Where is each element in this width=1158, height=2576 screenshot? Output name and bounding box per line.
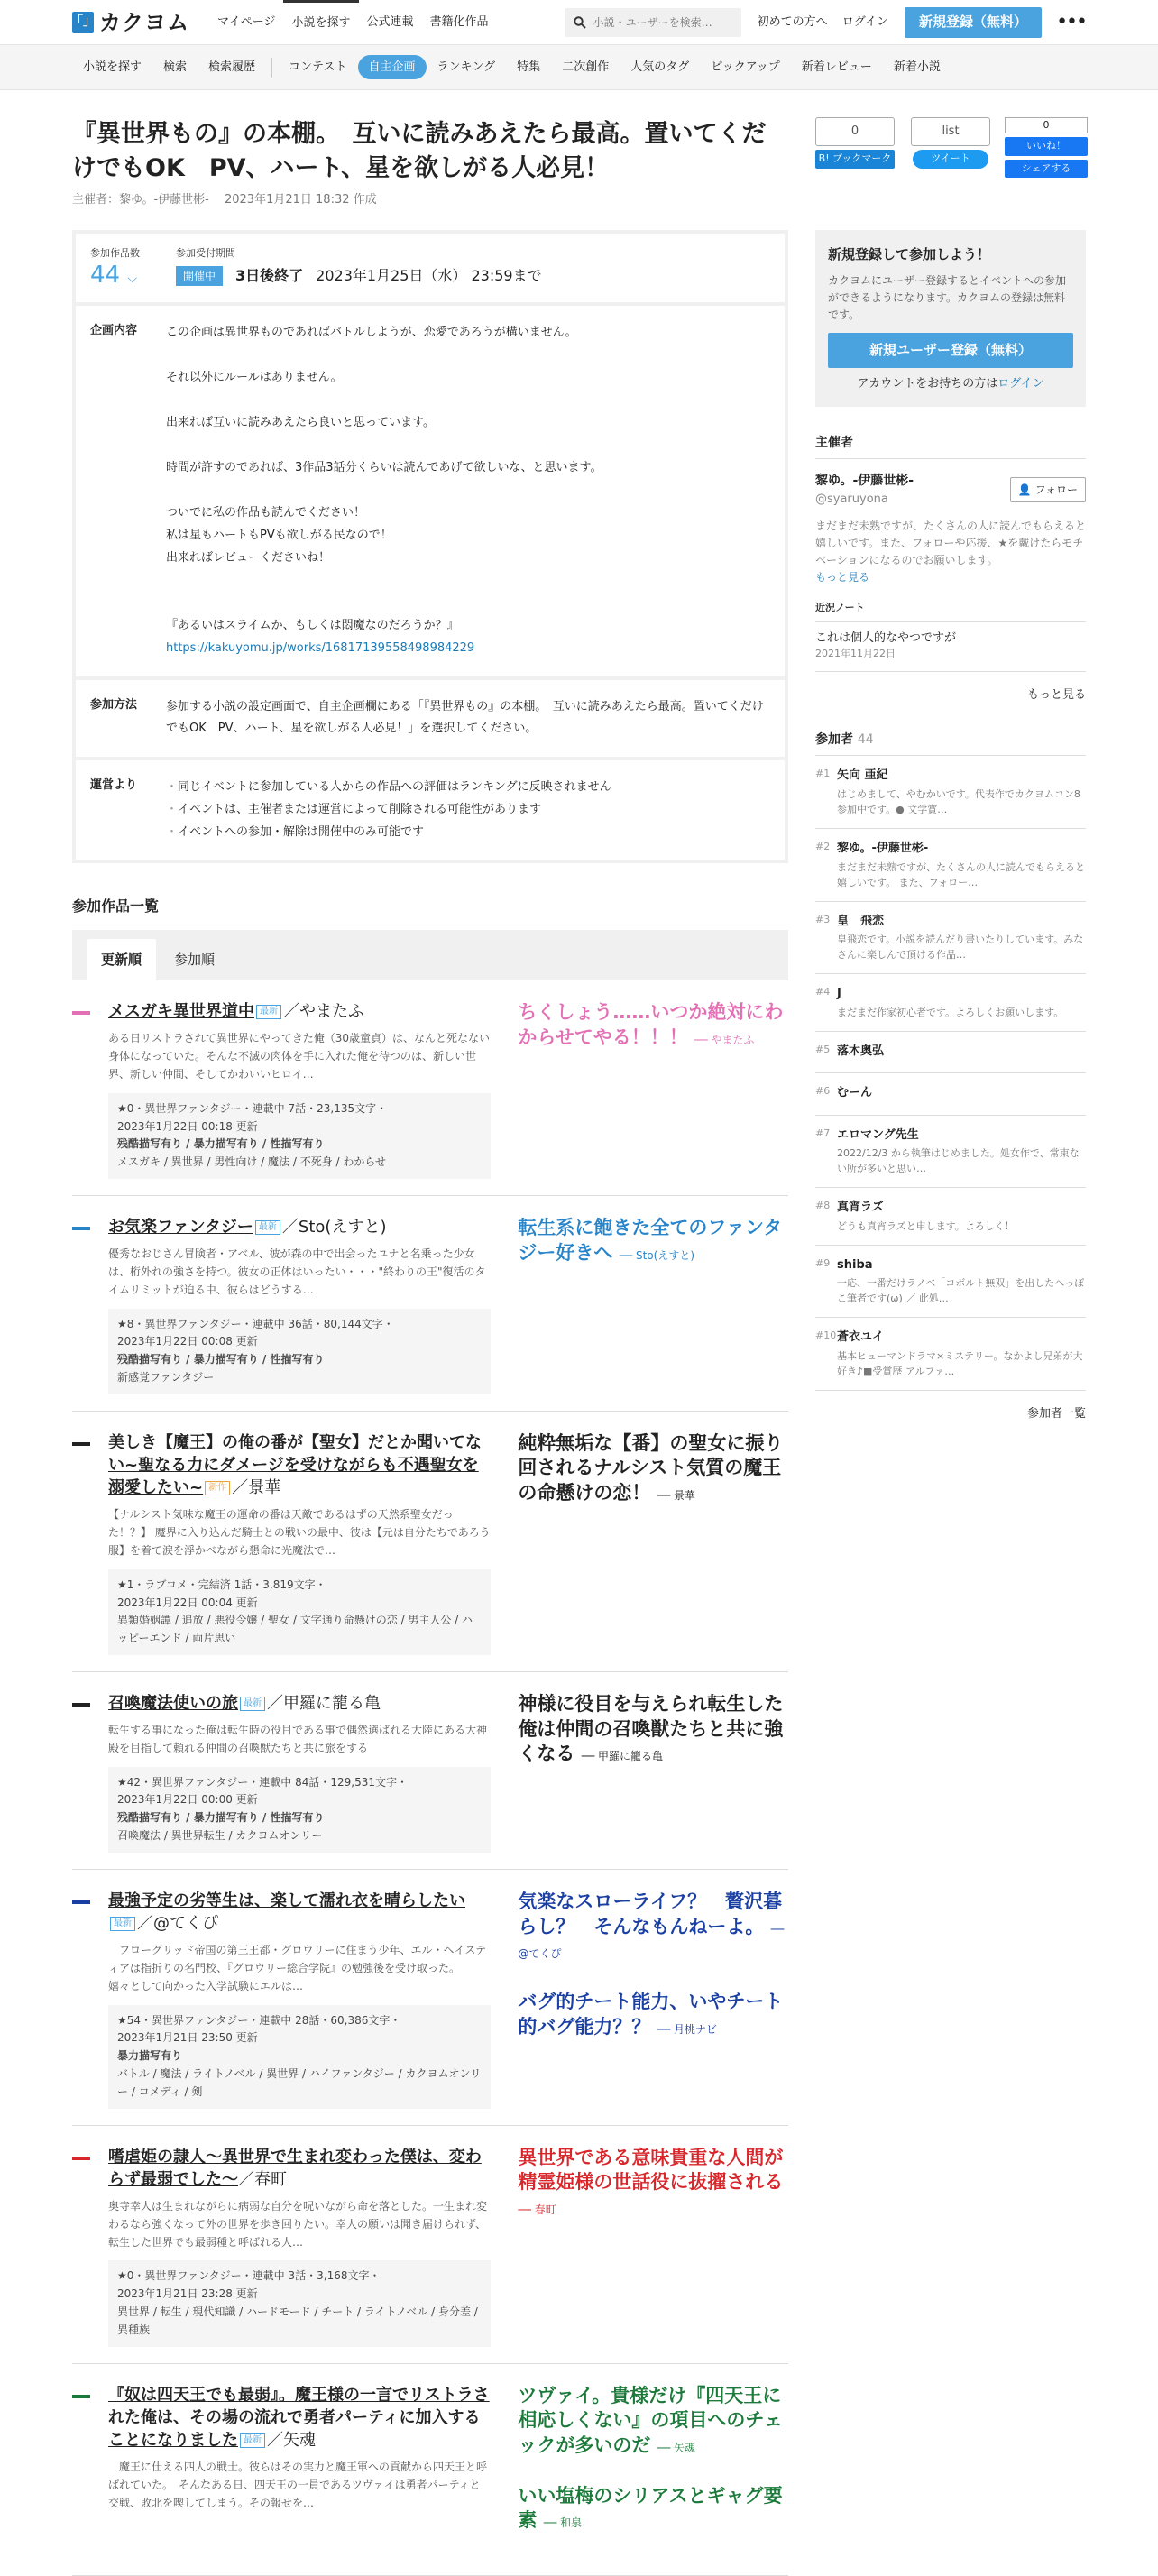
update-badge: 最新 <box>255 1220 280 1235</box>
participant-rank: #8 <box>815 1200 831 1212</box>
content-line <box>166 570 602 593</box>
status-badge: 開催中 <box>176 266 223 286</box>
participant-rank: #6 <box>815 1085 831 1098</box>
participant-item[interactable] <box>815 974 1086 1032</box>
subnav-item[interactable]: 二次創作 <box>562 60 610 74</box>
catch-by: ── 和泉 <box>543 2516 582 2530</box>
content-line <box>166 345 602 367</box>
subnav-item-active[interactable]: 自主企画 <box>358 55 427 80</box>
catch-text: バグ的チート能力、いやチート的バグ能力？？ <box>518 1991 784 2038</box>
participant-rank: #3 <box>815 913 831 925</box>
work-color-bar <box>72 2157 90 2160</box>
participant-item[interactable] <box>815 1116 1086 1189</box>
work-color-bar <box>72 1011 90 1015</box>
login-prefix: アカウントをお持ちの方は <box>857 376 998 391</box>
event-info-box <box>72 230 788 863</box>
work-tags[interactable]: 新感覚ファンタジー <box>117 1370 215 1384</box>
catch-text: 純粋無垢な【番】の聖女に振り回されるナルシスト気質の魔王の命懸けの恋！ <box>518 1431 784 1504</box>
note-date: 2021年11月22日 <box>815 647 1086 672</box>
logo-text: カクヨム <box>99 9 189 35</box>
catchphrase <box>518 1000 788 1050</box>
work-stats: ★54・異世界ファンタジー・連載中 28話・60,386文字・ <box>117 2013 401 2027</box>
nav-mypage[interactable]: マイページ <box>217 14 276 29</box>
work-desc: フローグリッド帝国の第三王都・グロウリーに住まう少年、エル・ヘイスティアは指折りの名門校、『グロウリー総合学院』の勉強後を受け取った。 嬉々として向かった入学試験にエルは… <box>108 1944 487 1992</box>
update-badge: 最新 <box>240 2433 265 2448</box>
catch-text: ちくしょう……いつか絶対にわからせてやる！！！ <box>518 1001 784 1048</box>
work-title[interactable]: 『奴は四天王でも最弱』。魔王様の一言でリストラされた俺は、その場の流れで勇者パーティに加入することになりました <box>108 2385 490 2450</box>
catch-by: ── やまたふ <box>694 1033 755 1046</box>
host-desc: まだまだ未熟ですが、たくさんの人に読んでもらえると嬉しいです。また、フォローや応援、★を戴けたらモチベーションになるのでお願いします。 <box>815 519 1087 567</box>
work-author[interactable]: ／矢魂 <box>267 2430 316 2450</box>
work-author[interactable]: ／@てくぴ <box>137 1914 218 1934</box>
catch-by: ── 甲羅に籠る亀 <box>581 1750 663 1763</box>
update-badge: 最新 <box>256 1005 281 1019</box>
catch-column <box>518 1000 788 1179</box>
work-item <box>72 1672 788 1870</box>
tab-joined[interactable]: 参加順 <box>174 952 216 969</box>
subnav-item[interactable]: ピックアップ <box>711 60 780 74</box>
top-links <box>758 14 888 32</box>
work-tags[interactable]: メスガキ / 異世界 / 男性向け / 魔法 / 不死身 / わからせ <box>117 1155 387 1169</box>
work-color-bar <box>72 1442 90 1446</box>
catchphrase <box>518 2146 788 2221</box>
update-badge: 新作 <box>205 1481 230 1495</box>
search-icon <box>574 16 586 29</box>
catch-text: 異世界である意味貴重な人間が精霊姫様の世話役に抜擢される <box>518 2146 784 2194</box>
work-warnings: 残酷描写有り / 暴力描写有り / 性描写有り <box>117 1137 325 1151</box>
work-item <box>72 1196 788 1412</box>
work-color-bar <box>72 1703 90 1707</box>
participants-count: 44 <box>857 732 874 748</box>
work-stats: ★8・異世界ファンタジー・連載中 36話・80,144文字・ <box>117 1317 394 1330</box>
participant-name[interactable]: 皇 飛恋 <box>837 914 885 928</box>
period-label: 参加受付期間 <box>176 247 235 260</box>
work-title[interactable]: 召喚魔法使いの旅 <box>108 1693 238 1713</box>
participant-name[interactable]: 落木奥弘 <box>837 1044 885 1058</box>
work-updated: 2023年1月22日 00:04 更新 <box>117 1596 258 1609</box>
work-desc: 【ナルシスト気味な魔王の運命の番は天敵であるはずの天然系聖女だった！？】 魔界に入り込んだ騎士との戦いの最中、彼は【元は自分たちであろう服】を着て涙を浮かべながら懇命に光魔法で… <box>108 1508 491 1557</box>
period-date: 2023年1月25日（水） 23:59まで <box>316 266 542 284</box>
rule-item: ・ イベントは、主催者または運営によって削除される可能性があります <box>166 799 611 822</box>
work-author[interactable]: ／景華 <box>232 1478 281 1498</box>
work-title[interactable]: 最強予定の劣等生は、楽して濡れ衣を晴らしたい <box>108 1891 465 1910</box>
work-info <box>108 1309 491 1394</box>
work-item <box>72 1412 788 1672</box>
work-author[interactable]: ／やまたふ <box>283 1002 364 1022</box>
content-line: 私は星もハートもPVも欲しがる民なので！ <box>166 528 392 542</box>
work-tags[interactable]: 異類婚姻譚 / 追放 / 悪役令嬢 / 聖女 / 文字通り命懸けの恋 / 男主人公 / ハッピーエンド / 両片思い <box>117 1614 473 1645</box>
work-title[interactable]: 美しき【魔王】の俺の番が【聖女】だとか聞いてない~聖なる力にダメージを受けながらも不遇聖女を溺愛したい~ <box>108 1432 482 1498</box>
host-id: @syaruyona <box>815 492 888 507</box>
rule-item: ・ イベントへの参加・解除は開催中のみ可能です <box>166 822 611 844</box>
content-line: この企画は異世界ものであればバトルしようが、恋愛であろうが構いません。 <box>166 325 577 339</box>
participant-desc: 基本ヒューマンドラマ×ミステリー。なかよし兄弟が大好き♪■受賞歴 アルファ… <box>837 1349 1083 1378</box>
method-text: 参加する小説の設定画面で、自主企画欄にある「『異世界もの』の本棚。 互いに読みあえたら最高。置いてくだけでもOK PV、ハート、星を欲しがる人必見！」を選択してください。 <box>166 699 764 736</box>
participant-name[interactable]: 黎ゆ。-伊藤世彬- <box>837 842 929 855</box>
participant-item[interactable] <box>815 1032 1086 1074</box>
content-label: 企画内容 <box>90 323 138 337</box>
list-button[interactable]: list <box>911 117 990 146</box>
work-warnings: 暴力描写有り <box>117 2049 183 2063</box>
catchphrase <box>518 2484 788 2534</box>
tab-updated[interactable]: 更新順 <box>87 939 156 980</box>
participant-desc: 皇飛恋です。小説を読んだり書いたりしています。みなさんに楽しんで頂ける作品… <box>837 934 1084 961</box>
notes-heading: 近況ノート <box>815 601 1086 622</box>
top-bar <box>0 0 1158 45</box>
hatena-count: 0 <box>815 117 895 146</box>
fb-count: 0 <box>1005 117 1088 133</box>
participant-name[interactable]: むーん <box>837 1086 873 1100</box>
work-item <box>72 1870 788 2126</box>
participant-item[interactable] <box>815 1073 1086 1116</box>
follow-button[interactable] <box>1010 477 1086 502</box>
catch-column <box>518 1692 788 1853</box>
work-stats: ★1・ラブコメ・完結済 1話・3,819文字・ <box>117 1578 326 1591</box>
participants-heading: 参加者 <box>815 732 853 748</box>
nav-books[interactable]: 書籍化作品 <box>429 14 489 29</box>
participant-name[interactable]: 蒼衣ユイ <box>837 1330 885 1345</box>
work-author[interactable]: ／甲羅に籠る亀 <box>267 1693 381 1713</box>
participant-name[interactable]: shiba <box>837 1257 873 1272</box>
participant-rank: #2 <box>815 841 831 852</box>
chevron-down-icon: ⌵ <box>127 271 137 286</box>
nav-official[interactable]: 公式連載 <box>366 14 414 29</box>
beginner-link[interactable]: 初めての方へ <box>757 14 828 29</box>
work-title[interactable]: お気楽ファンタジー <box>108 1217 253 1237</box>
event-meta: 主催者：黎ゆ。-伊藤世彬- 2023年1月21日 18:32 作成 <box>72 192 377 207</box>
signup-title: 新規登録して参加しよう！ <box>828 246 991 263</box>
catchphrase <box>518 1890 788 1964</box>
work-title[interactable]: メスガキ異世界道中 <box>108 1002 254 1022</box>
subnav-item[interactable]: 特集 <box>517 60 541 74</box>
work-warnings: 残酷描写有り / 暴力描写有り / 性描写有り <box>117 1811 325 1825</box>
subnav-item[interactable]: 検索 <box>163 60 188 74</box>
logo-mark: 「」 <box>72 12 94 33</box>
catch-by: ── @てくぴ <box>518 1922 785 1961</box>
catch-text: 転生系に飽きた全てのファンタジー好きへ <box>518 1216 783 1264</box>
host-more-link[interactable]: もっと見る <box>815 571 870 584</box>
works-tabs <box>72 930 788 980</box>
work-author[interactable]: ／春町 <box>238 2169 287 2189</box>
subnav-item[interactable]: 新着レビュー <box>801 60 872 74</box>
subnav-item[interactable]: 新着小説 <box>893 60 941 74</box>
content-line: ついでに私の作品も読んでください！ <box>166 505 366 520</box>
signup-box <box>815 230 1086 407</box>
work-info <box>108 2260 491 2346</box>
work-updated: 2023年1月21日 23:28 更新 <box>117 2287 258 2301</box>
content-line: 出来れば互いに読みあえたら良いと思っています。 <box>166 415 435 429</box>
sidebar-login-link[interactable]: ログイン <box>997 376 1044 391</box>
update-badge: 最新 <box>110 1917 135 1931</box>
participant-desc: 2022/12/3 から執筆はじめました。処女作で、常束ない所が多いと思い… <box>837 1147 1080 1175</box>
work-tags[interactable]: 召喚魔法 / 異世界転生 / カクヨムオンリー <box>117 1829 323 1843</box>
rule-item: ・ 同じイベントに参加している人からの作品への評価はランキングに反映されません <box>166 777 611 799</box>
participant-item[interactable] <box>815 1318 1086 1391</box>
subnav-item[interactable]: 人気のタグ <box>630 60 690 74</box>
count-value: 44 <box>90 261 121 289</box>
catchphrase <box>518 2384 788 2459</box>
work-desc: 転生する事になった俺は転生時の役目である事で偶然選ばれる大陸にある大神殿を目指して頼れる仲間の召喚獣たちと共に旅をする <box>108 1724 488 1754</box>
catch-column <box>518 1431 788 1655</box>
work-desc: 優秀なおじさん冒険者・アベル、彼が森の中で出会ったユナと名乗った少女は、桁外れの強さを持つ。彼女の正体はいったい・・・"終わりの王"復活のタイムリミットが迫る中、彼らはどうする… <box>108 1247 486 1296</box>
work-warnings: 残酷描写有り / 暴力描写有り / 性描写有り <box>117 1353 325 1366</box>
work-item <box>72 2126 788 2364</box>
catchphrase <box>518 1216 788 1265</box>
participant-desc: はじめまして、やむかいです。代表作でカクヨムコン8参加中です。● 文学賞… <box>837 787 1080 815</box>
catch-column <box>518 1890 788 2109</box>
content-body <box>166 322 602 660</box>
nav-search-novels[interactable]: 小説を探す <box>283 0 358 45</box>
work-item <box>72 2364 788 2576</box>
participant-rank: #5 <box>815 1043 831 1055</box>
work-stats: ★0・異世界ファンタジー・連載中 7話・23,135文字・ <box>117 1101 388 1115</box>
content-line <box>166 593 602 615</box>
period-remaining: 3日後終了 <box>235 266 304 284</box>
participant-item[interactable] <box>815 1246 1086 1319</box>
search-input[interactable] <box>593 16 729 29</box>
participant-name[interactable]: エロマング先生 <box>837 1127 919 1142</box>
catch-by: ── 月桃ナビ <box>657 2022 717 2036</box>
catch-text: 神様に役目を与えられ転生した俺は仲間の召喚獣たちと共に強くなる <box>518 1692 784 1765</box>
follow-label: フォロー <box>1034 483 1078 497</box>
participant-name[interactable]: J <box>837 987 841 1001</box>
content-line: それ以外にルールはありません。 <box>166 370 343 384</box>
page-title: 『異世界もの』の本棚。 互いに読みあえたら最高。置いてくだけでもOK PV、ハート、星を欲しがる人必見！ <box>72 120 767 182</box>
works-heading: 参加作品一覧 <box>72 897 160 915</box>
search-box[interactable] <box>565 8 741 37</box>
participant-rank: #7 <box>815 1127 831 1139</box>
content-link[interactable]: https://kakuyomu.jp/works/16817139558498984229 <box>166 640 475 655</box>
content-line: 出来ればレビューくださいね！ <box>166 550 331 565</box>
fb-like-button[interactable]: いいね！ <box>1005 137 1088 156</box>
work-tags[interactable]: バトル / 魔法 / ライトノベル / 異世界 / ハイファンタジー / カクヨムオンリー / コメディ / 剣 <box>117 2067 482 2098</box>
subnav-item[interactable]: コンテスト <box>289 60 347 74</box>
subnav-item[interactable]: ランキング <box>437 60 496 74</box>
catch-by: ── 矢魂 <box>657 2442 695 2454</box>
work-item <box>72 980 788 1196</box>
work-stats: ★0・異世界ファンタジー・連載中 3話・3,168文字・ <box>117 2269 381 2283</box>
catch-text: ツヴァイ。貴様だけ『四天王に相応しくない』の項目へのチェックが多いのだ <box>518 2384 783 2456</box>
participant-rank: #9 <box>815 1256 831 1269</box>
method-label: 参加方法 <box>90 697 138 712</box>
work-title[interactable]: 嗜虐姫の隷人〜異世界で生まれ変わった僕は、変わらず最弱でした〜 <box>108 2147 482 2189</box>
rules-label: 運営より <box>90 778 138 793</box>
catch-text: いい塩梅のシリアスとギャグ要素 <box>518 2484 783 2532</box>
participant-item[interactable] <box>815 756 1086 829</box>
work-desc: 奥寺幸人は生まれながらに病弱な自分を呪いながら命を落とした。一生まれ変わるなら強くなって外の世界を歩き回りたい。幸人の願いは聞き届けられず、転生した世界でも最弱種と呼ばれる人… <box>108 2199 488 2249</box>
work-author[interactable]: ／Sto(えすと) <box>281 1217 387 1237</box>
logo[interactable] <box>72 6 189 39</box>
notes-more-link[interactable]: もっと見る <box>1026 687 1086 702</box>
work-updated: 2023年1月22日 00:08 更新 <box>117 1335 258 1348</box>
work-color-bar <box>72 1900 90 1904</box>
tweet-button[interactable]: ツイート <box>913 150 988 169</box>
participant-rank: #1 <box>815 768 831 780</box>
work-info <box>108 2005 491 2109</box>
catch-text: 気楽なスローライフ？ 贅沢暮らし？ そんなもんねーよ。 <box>518 1890 783 1937</box>
content-line: 『あるいはスライムか、もしくは悶魔なのだろうか？』 <box>166 618 459 632</box>
work-color-bar <box>72 1227 90 1230</box>
work-desc: ある日リストラされて異世界にやってきた俺（30歳童貞）は、なんと死なない身体になっていた。そんな不滅の肉体を手に入れた俺を待つのは、新しい世界、新しい仲間、そしてかわいいヒロイ… <box>108 1032 491 1081</box>
content-line <box>166 435 602 457</box>
participant-name[interactable]: 真宵ラズ <box>837 1201 884 1215</box>
participant-item[interactable] <box>815 902 1086 975</box>
fb-share-button[interactable]: シェアする <box>1005 160 1088 179</box>
participant-rank: #10 <box>815 1329 837 1342</box>
catchphrase <box>518 1692 788 1767</box>
participant-count[interactable] <box>90 262 140 290</box>
catch-column <box>518 2384 788 2560</box>
work-stats: ★42・異世界ファンタジー・連載中 84話・129,531文字・ <box>117 1775 409 1789</box>
work-info <box>108 1767 491 1853</box>
content-line: 時間が許すのであれば、3作品3話分くらいは読んであげて欲しいな、と思います。 <box>166 460 602 474</box>
hatena-button[interactable]: B! ブックマーク <box>815 150 895 169</box>
participant-desc: 一応、一番だけラノベ「コボルト無双」を出したへっぽこ筆者です(ω) ／ 此処… <box>837 1277 1085 1305</box>
signup-button[interactable]: 新規登録（無料） <box>905 7 1042 38</box>
work-updated: 2023年1月22日 00:18 更新 <box>117 1119 258 1133</box>
work-updated: 2023年1月22日 00:00 更新 <box>117 1793 258 1807</box>
participant-desc: まだまだ未熟ですが、たくさんの人に読んでもらえると嬉しいです。 また、フォロー… <box>837 860 1085 888</box>
divider <box>271 58 272 78</box>
work-info <box>108 1569 491 1655</box>
work-tags[interactable]: 異世界 / 転生 / 現代知識 / ハードモード / チート / ライトノベル / 身分差 / 異種族 <box>117 2305 478 2336</box>
work-updated: 2023年1月21日 23:50 更新 <box>117 2031 258 2045</box>
catch-by: ── Sto(えすと) <box>619 1248 695 1262</box>
content-line <box>166 390 602 412</box>
participant-desc: どうも真宵ラズと申します。よろしく！ <box>837 1219 1015 1232</box>
host-name[interactable]: 黎ゆ。-伊藤世彬- <box>815 474 914 489</box>
count-label: 参加作品数 <box>90 247 140 260</box>
participant-rank: #4 <box>815 986 831 998</box>
subnav-item[interactable]: 小説を探す <box>83 60 142 74</box>
catchphrase <box>518 1990 788 2039</box>
host-heading: 主催者 <box>815 434 1086 459</box>
login-link[interactable]: ログイン <box>841 14 889 29</box>
share-buttons <box>815 117 1086 208</box>
catchphrase <box>518 1431 788 1506</box>
participant-desc: まだまだ作家初心者です。よろしくお願いします。 <box>837 1006 1064 1018</box>
more-menu-icon[interactable]: ••• <box>1056 11 1086 33</box>
note-title[interactable]: これは個人的なやつですが <box>815 630 957 645</box>
participant-name[interactable]: 矢向 亜紀 <box>837 768 888 783</box>
work-info <box>108 1093 491 1179</box>
participants-more-link[interactable]: 参加者一覧 <box>1026 1407 1086 1421</box>
sub-nav <box>0 45 1158 90</box>
catch-by: ── 景華 <box>657 1489 695 1503</box>
update-badge: 最新 <box>240 1697 265 1711</box>
participant-item[interactable] <box>815 1188 1086 1246</box>
signup-text: カクヨムにユーザー登録するとイベントへの参加ができるようになります。カクヨムの登録は無料です。 <box>828 273 1067 321</box>
add-user-icon: 👤 <box>1017 483 1032 497</box>
subnav-item[interactable]: 検索履歴 <box>208 60 256 74</box>
catch-column <box>518 1216 788 1394</box>
content-line <box>166 480 602 502</box>
participants-list <box>815 756 1086 1391</box>
participant-item[interactable] <box>815 829 1086 902</box>
top-nav <box>209 0 497 45</box>
work-desc: 魔王に仕える四人の戦士。彼らはその実力と魔王軍への貢献から四天王と呼ばれていた。 そんなある日、四天王の一員であるツヴァイは勇者パーティと交戦、敗北を喫してしまう。その報せを… <box>108 2461 488 2509</box>
register-button[interactable]: 新規ユーザー登録（無料） <box>828 333 1073 368</box>
catch-column <box>518 2146 788 2347</box>
catch-by: ── 春町 <box>518 2203 556 2217</box>
work-color-bar <box>72 2395 90 2398</box>
works-list <box>72 980 788 2576</box>
